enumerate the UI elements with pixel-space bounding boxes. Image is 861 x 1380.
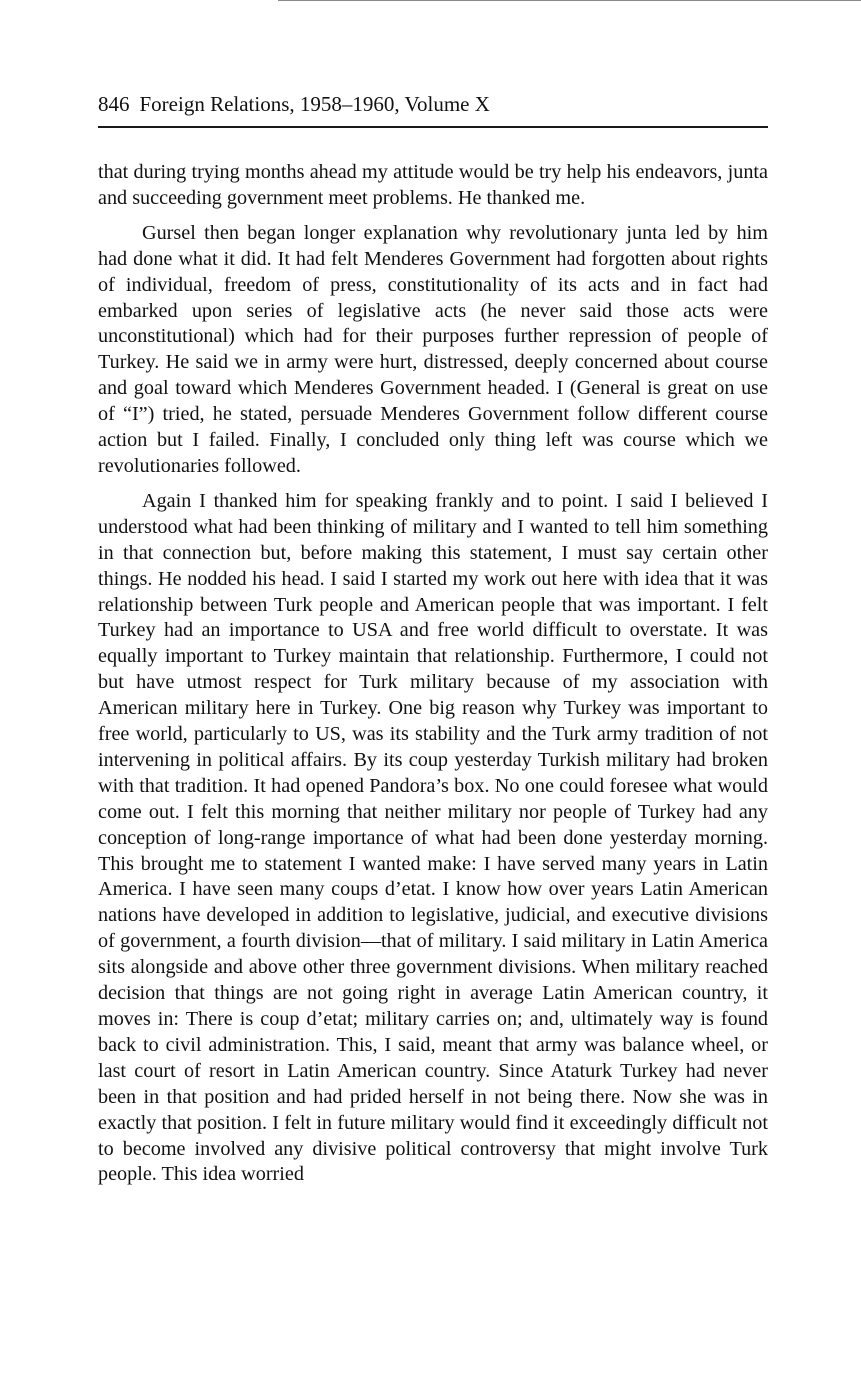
paragraph-continuation: that during trying months ahead my attitude would be try help his endeavors, junta and succeeding government meet problems. He thanked me. bbox=[98, 161, 768, 209]
running-header bbox=[98, 92, 768, 128]
page-number: 846 bbox=[98, 92, 130, 116]
body-text bbox=[98, 160, 768, 1197]
paragraph-ambassador-statement: Again I thanked him for speaking frankly and to point. I said I believed I understood what had been thinking of military and I wanted to tell him something in that connection but, before making this statement, I must say certain other things. He nodded his head. I said I started my work out here with idea that it was relationship between Turk people and American people that was important. I felt Turkey had an importance to USA and free world difficult to overstate. It was equally important to Turkey maintain that relationship. Furthermore, I could not but have utmost respect for Turk military because of my association with American military here in Turkey. One big reason why Turkey was important to free world, particularly to US, was its stability and the Turk army tradition of not intervening in political affairs. By its coup yesterday Turkish military had broken with that tradition. It had opened Pandora’s box. No one could foresee what would come out. I felt this morning that neither military nor people of Turkey had any conception of long-range importance of what had been done yesterday morning. This brought me to statement I wanted make: I have served many years in Latin America. I have seen many coups d’etat. I know how over years Latin American nations have developed in addition to legislative, judicial, and executive divisions of government, a fourth division—that of military. I said military in Latin America sits alongside and above other three government divisions. When military reached decision that things are not going right in average Latin American country, it moves in: There is coup d’etat; military carries on; and, ultimately way is found back to civil administration. This, I said, meant that army was balance wheel, or last court of resort in Latin American country. Since Ataturk Turkey had never been in that position and had prided herself in not being there. Now she was in exactly that position. I felt in future military would find it exceedingly difficult not to become involved any divisive political controversy that might involve Turk people. This idea worried bbox=[98, 489, 768, 1186]
paragraph-gursel-explanation: Gursel then began longer explanation why revolutionary junta led by him had done what it did. It had felt Menderes Government had forgotten about rights of individual, freedom of press, constitutionality of its acts and in fact had embarked upon series of legislative acts (he never said those acts were unconstitutional) which had for their purposes further repression of people of Turkey. He said we in army were hurt, distressed, deeply concerned about course and goal toward which Menderes Government headed. I (General is great on use of “I”) tried, he stated, persuade Menderes Government follow different course action but I failed. Finally, I concluded only thing left was course which we revolutionaries followed. bbox=[98, 221, 768, 477]
running-title: Foreign Relations, 1958–1960, Volume X bbox=[139, 92, 490, 116]
top-edge-rule bbox=[278, 0, 861, 1]
